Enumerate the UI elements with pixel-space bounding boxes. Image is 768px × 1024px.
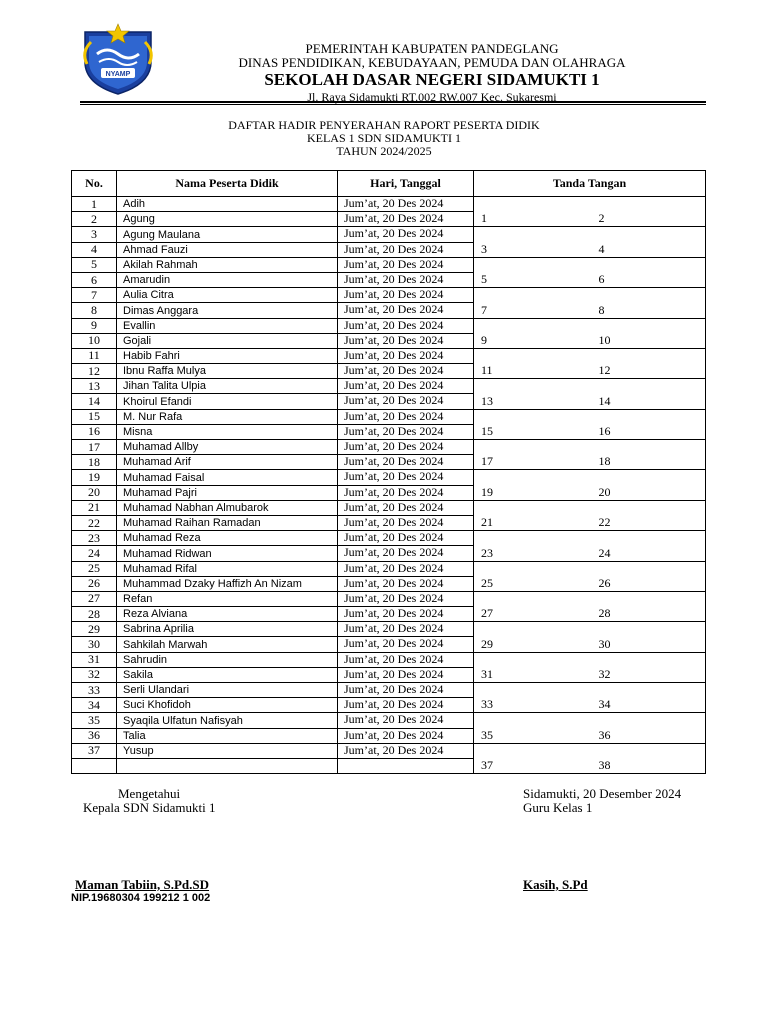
row-date: Jum’at, 20 Des 2024: [338, 515, 474, 530]
signature-cell-odd: 15: [474, 409, 592, 439]
student-name: Sabrina Aprilia: [117, 622, 338, 637]
signature-cell-even: 24: [592, 531, 706, 561]
row-date: Jum’at, 20 Des 2024: [338, 713, 474, 728]
row-date: Jum’at, 20 Des 2024: [338, 242, 474, 257]
table-row: [72, 288, 706, 303]
signature-cell-odd: 33: [474, 683, 592, 713]
signature-cell-odd: 7: [474, 288, 592, 318]
row-number: 22: [72, 515, 117, 530]
header-name: Nama Peserta Didik: [117, 171, 338, 197]
table-row: [72, 713, 706, 728]
letterhead-line1: PEMERINTAH KABUPATEN PANDEGLANG: [305, 41, 559, 56]
teacher-name: Kasih, S.Pd: [523, 877, 588, 892]
footer-acknowledge: Mengetahui: [118, 786, 181, 801]
row-date: Jum’at, 20 Des 2024: [338, 637, 474, 652]
student-name: Dimas Anggara: [117, 303, 338, 318]
student-name: Misna: [117, 424, 338, 439]
row-number: 15: [72, 409, 117, 424]
row-number: 26: [72, 576, 117, 591]
student-name: Reza Alviana: [117, 607, 338, 622]
row-date: Jum’at, 20 Des 2024: [338, 683, 474, 698]
student-name: Sakila: [117, 667, 338, 682]
row-date: Jum’at, 20 Des 2024: [338, 288, 474, 303]
row-number: 17: [72, 440, 117, 455]
table-header-row: [72, 171, 706, 197]
student-name: Gojali: [117, 333, 338, 348]
table-row: [72, 561, 706, 576]
logo-text: NYAMP: [105, 71, 131, 78]
table-row: [72, 227, 706, 242]
student-name: Aulia Citra: [117, 288, 338, 303]
row-number: 35: [72, 713, 117, 728]
principal-name: Maman Tabiin, S.Pd.SD: [75, 877, 210, 892]
row-number: 24: [72, 546, 117, 561]
row-date: Jum’at, 20 Des 2024: [338, 622, 474, 637]
signature-cell-even: 28: [592, 591, 706, 621]
student-name: Adih: [117, 197, 338, 212]
table-row: [72, 409, 706, 424]
row-number: 34: [72, 698, 117, 713]
row-date: Jum’at, 20 Des 2024: [338, 318, 474, 333]
signature-cell-even: 18: [592, 440, 706, 470]
table-row: [72, 683, 706, 698]
signature-cell-odd: 1: [474, 197, 592, 227]
row-number: 21: [72, 500, 117, 515]
row-date: Jum’at, 20 Des 2024: [338, 652, 474, 667]
row-number: 23: [72, 531, 117, 546]
signature-cell-even: 6: [592, 257, 706, 287]
row-date: Jum’at, 20 Des 2024: [338, 364, 474, 379]
row-date: Jum’at, 20 Des 2024: [338, 743, 474, 758]
row-date: Jum’at, 20 Des 2024: [338, 607, 474, 622]
table-row: [72, 318, 706, 333]
student-name: Muhamad Allby: [117, 440, 338, 455]
student-name: Suci Khofidoh: [117, 698, 338, 713]
row-number: 28: [72, 607, 117, 622]
row-number: 3: [72, 227, 117, 242]
table-row: [72, 257, 706, 272]
row-number: 2: [72, 212, 117, 227]
row-date: Jum’at, 20 Des 2024: [338, 197, 474, 212]
student-name: Muhamad Rifal: [117, 561, 338, 576]
signature-cell-odd: 3: [474, 227, 592, 257]
row-number: 32: [72, 667, 117, 682]
footer-teacher-title: Guru Kelas 1: [523, 800, 593, 815]
table-row: [72, 500, 706, 515]
row-date: Jum’at, 20 Des 2024: [338, 394, 474, 409]
pandeglang-emblem-logo: [77, 22, 159, 96]
row-number: 36: [72, 728, 117, 743]
signature-cell-odd: 29: [474, 622, 592, 652]
signature-cell-even: 16: [592, 409, 706, 439]
signature-cell-even: 32: [592, 652, 706, 682]
signature-cell-even: 38: [592, 743, 706, 773]
school-name: SEKOLAH DASAR NEGERI SIDAMUKTI 1: [264, 70, 600, 89]
student-name: Syaqila Ulfatun Nafisyah: [117, 713, 338, 728]
row-number: 31: [72, 652, 117, 667]
table-row: [72, 622, 706, 637]
row-date: Jum’at, 20 Des 2024: [338, 667, 474, 682]
student-name: Ahmad Fauzi: [117, 242, 338, 257]
letterhead: [200, 42, 664, 105]
row-number: 18: [72, 455, 117, 470]
document-title: [150, 119, 618, 158]
student-name: Muhamad Ridwan: [117, 546, 338, 561]
row-date: Jum’at, 20 Des 2024: [338, 227, 474, 242]
signature-cell-odd: 21: [474, 500, 592, 530]
row-number: 7: [72, 288, 117, 303]
student-name: Talia: [117, 728, 338, 743]
signature-cell-even: 36: [592, 713, 706, 743]
school-address: Jl. Raya Sidamukti RT.002 RW.007 Kec. Sukaresmi: [307, 90, 557, 104]
table-row: [72, 531, 706, 546]
row-date: Jum’at, 20 Des 2024: [338, 561, 474, 576]
signature-cell-odd: 9: [474, 318, 592, 348]
row-number: 33: [72, 683, 117, 698]
row-number: 25: [72, 561, 117, 576]
table-row: [72, 197, 706, 212]
row-number: 10: [72, 333, 117, 348]
principal-nip: NIP.19680304 199212 1 002: [71, 892, 211, 904]
row-date: Jum’at, 20 Des 2024: [338, 257, 474, 272]
letterhead-rule-thick: [80, 101, 706, 103]
title-line1: DAFTAR HADIR PENYERAHAN RAPORT PESERTA DIDIK: [228, 118, 540, 132]
row-date: Jum’at, 20 Des 2024: [338, 440, 474, 455]
signature-cell-even: 34: [592, 683, 706, 713]
table-row: [72, 440, 706, 455]
student-name: Serli Ulandari: [117, 683, 338, 698]
table-row: [72, 470, 706, 485]
row-number: 27: [72, 591, 117, 606]
student-name: Jihan Talita Ulpia: [117, 379, 338, 394]
student-name: Muhamad Raihan Ramadan: [117, 515, 338, 530]
signature-cell-even: 4: [592, 227, 706, 257]
table-row: [72, 743, 706, 758]
table-row: [72, 591, 706, 606]
row-date: Jum’at, 20 Des 2024: [338, 455, 474, 470]
row-date: Jum’at, 20 Des 2024: [338, 576, 474, 591]
student-name: Yusup: [117, 743, 338, 758]
row-number: 16: [72, 424, 117, 439]
row-date: Jum’at, 20 Des 2024: [338, 531, 474, 546]
student-name: Muhamad Reza: [117, 531, 338, 546]
row-number: 19: [72, 470, 117, 485]
header-date: Hari, Tanggal: [338, 171, 474, 197]
signature-cell-odd: 31: [474, 652, 592, 682]
signature-cell-odd: 19: [474, 470, 592, 500]
row-date: Jum’at, 20 Des 2024: [338, 348, 474, 363]
signature-cell-even: 2: [592, 197, 706, 227]
student-name: Akilah Rahmah: [117, 257, 338, 272]
signature-cell-odd: 25: [474, 561, 592, 591]
student-name: Ibnu Raffa Mulya: [117, 364, 338, 379]
student-name: Sahkilah Marwah: [117, 637, 338, 652]
row-date: Jum’at, 20 Des 2024: [338, 591, 474, 606]
row-date: Jum’at, 20 Des 2024: [338, 272, 474, 287]
student-name: Muhammad Dzaky Haffizh An Nizam: [117, 576, 338, 591]
student-name: Muhamad Arif: [117, 455, 338, 470]
row-date: Jum’at, 20 Des 2024: [338, 546, 474, 561]
signature-cell-even: 10: [592, 318, 706, 348]
row-number: 13: [72, 379, 117, 394]
row-date: Jum’at, 20 Des 2024: [338, 698, 474, 713]
letterhead-rule-thin: [80, 104, 706, 105]
table-row: [72, 348, 706, 363]
row-number-empty: [72, 758, 117, 773]
signature-cell-even: 26: [592, 561, 706, 591]
signature-cell-odd: 5: [474, 257, 592, 287]
student-name: Agung: [117, 212, 338, 227]
footer-principal-title: Kepala SDN Sidamukti 1: [83, 800, 216, 815]
header-no: No.: [72, 171, 117, 197]
table-row: [72, 379, 706, 394]
footer-place-date: Sidamukti, 20 Desember 2024: [523, 786, 682, 801]
row-date: Jum’at, 20 Des 2024: [338, 500, 474, 515]
signature-cell-even: 22: [592, 500, 706, 530]
row-number: 4: [72, 242, 117, 257]
attendance-table: [71, 170, 706, 774]
signature-cell-even: 30: [592, 622, 706, 652]
row-date: Jum’at, 20 Des 2024: [338, 728, 474, 743]
row-number: 8: [72, 303, 117, 318]
student-name: Agung Maulana: [117, 227, 338, 242]
row-number: 20: [72, 485, 117, 500]
signature-cell-odd: 23: [474, 531, 592, 561]
row-number: 29: [72, 622, 117, 637]
row-number: 14: [72, 394, 117, 409]
table-body: [72, 197, 706, 774]
signature-cell-even: 12: [592, 348, 706, 378]
row-date: Jum’at, 20 Des 2024: [338, 212, 474, 227]
row-date: Jum’at, 20 Des 2024: [338, 409, 474, 424]
row-number: 9: [72, 318, 117, 333]
row-number: 30: [72, 637, 117, 652]
student-name: Muhamad Pajri: [117, 485, 338, 500]
row-date: Jum’at, 20 Des 2024: [338, 379, 474, 394]
title-line2: KELAS 1 SDN SIDAMUKTI 1: [306, 131, 461, 145]
title-line3: TAHUN 2024/2025: [336, 144, 432, 158]
signature-cell-odd: 35: [474, 713, 592, 743]
signature-cell-odd: 27: [474, 591, 592, 621]
row-date: Jum’at, 20 Des 2024: [338, 485, 474, 500]
row-date: Jum’at, 20 Des 2024: [338, 424, 474, 439]
row-date: Jum’at, 20 Des 2024: [338, 470, 474, 485]
student-name: Muhamad Nabhan Almubarok: [117, 500, 338, 515]
student-name: Amarudin: [117, 272, 338, 287]
student-name: M. Nur Rafa: [117, 409, 338, 424]
signature-cell-odd: 11: [474, 348, 592, 378]
signature-cell-odd: 37: [474, 743, 592, 773]
student-name-empty: [117, 758, 338, 773]
signature-cell-odd: 13: [474, 379, 592, 409]
student-name: Sahrudin: [117, 652, 338, 667]
table-row: [72, 652, 706, 667]
letterhead-line2: DINAS PENDIDIKAN, KEBUDAYAAN, PEMUDA DAN OLAHRAGA: [238, 55, 626, 70]
row-number: 11: [72, 348, 117, 363]
row-number: 6: [72, 272, 117, 287]
row-number: 37: [72, 743, 117, 758]
student-name: Habib Fahri: [117, 348, 338, 363]
signature-cell-even: 8: [592, 288, 706, 318]
student-name: Refan: [117, 591, 338, 606]
row-date: Jum’at, 20 Des 2024: [338, 333, 474, 348]
row-number: 12: [72, 364, 117, 379]
row-number: 5: [72, 257, 117, 272]
row-number: 1: [72, 197, 117, 212]
row-date: Jum’at, 20 Des 2024: [338, 303, 474, 318]
signature-cell-even: 14: [592, 379, 706, 409]
row-date-empty: [338, 758, 474, 773]
signature-cell-odd: 17: [474, 440, 592, 470]
student-name: Muhamad Faisal: [117, 470, 338, 485]
student-name: Evallin: [117, 318, 338, 333]
student-name: Khoirul Efandi: [117, 394, 338, 409]
header-signature: Tanda Tangan: [474, 171, 706, 197]
signature-cell-even: 20: [592, 470, 706, 500]
